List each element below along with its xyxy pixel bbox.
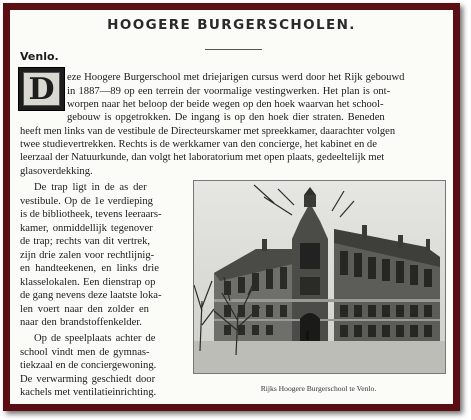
text-line: Op de speelplaats achter de (34, 333, 156, 344)
text-line: heeft men links van de vestibule de Directeurskamer met spreekkamer, daarachter volgen (20, 126, 396, 137)
section-heading: Venlo. (20, 50, 59, 63)
text-line: len voert naar den zolder en (20, 304, 149, 315)
text-line: klasselokalen. Een dienstrap op (20, 277, 156, 288)
document-page (10, 10, 453, 404)
text-line: kachels met ventilatieinrichting. (20, 387, 157, 398)
text-line: vestibule. Op de 1e verdieping (20, 196, 153, 207)
text-line: de gang nevens deze laatste loka- (20, 290, 162, 301)
drop-cap-letter: D (23, 72, 60, 106)
text-line: eze Hoogere Burgerschool met driejarigen cursus werd door het Rijk gebouwd (67, 72, 405, 83)
photo-caption: Rijks Hoogere Burgerschool te Venlo. (260, 384, 377, 393)
page-title: HOOGERE BURGERSCHOLEN. (107, 17, 356, 33)
text-line: is de bibliotheek, tevens leeraars- (20, 209, 162, 220)
drop-cap (18, 67, 65, 111)
text-line: De verwarming geschiedt door (20, 374, 156, 385)
text-line: zijn drie zalen voor rechtlijnig- (20, 250, 155, 261)
text-line: De trap ligt in de as der (34, 182, 147, 193)
text-line: leerzaal der Natuurkunde, dan volgt het laboratorium met open plaats, gedeeltelijk met (20, 152, 385, 163)
text-line: school vindt men de gymnas- (20, 347, 150, 358)
text-line: kamer, onmiddellijk tegenover (20, 223, 153, 234)
text-line: naar den brandstoffenkelder. (20, 317, 142, 328)
text-line: worpen naar het beloop der beide wegen op den hoek waarvan het school- (67, 99, 384, 110)
text-line: tiekzaal en de conciergewoning. (20, 360, 157, 371)
text-line: de trap; rechts van dit vertrek, (20, 236, 151, 247)
text-line: en handteekenen, en links drie (20, 263, 159, 274)
title-divider (205, 49, 262, 50)
text-line: twee studievertrekken. Rechts is de werkkamer van den concierge, het kabinet en de (20, 139, 377, 150)
text-line: glasoverdekking. (20, 166, 93, 177)
text-line: gebouw is opgetrokken. De ingang is op den hoek dier straten. Beneden (67, 112, 385, 123)
page-frame (3, 3, 460, 411)
text-line: in 1887—89 op een terrein der voormalige vestingwerken. Het plan is ont- (67, 86, 391, 97)
school-photo (193, 180, 446, 374)
